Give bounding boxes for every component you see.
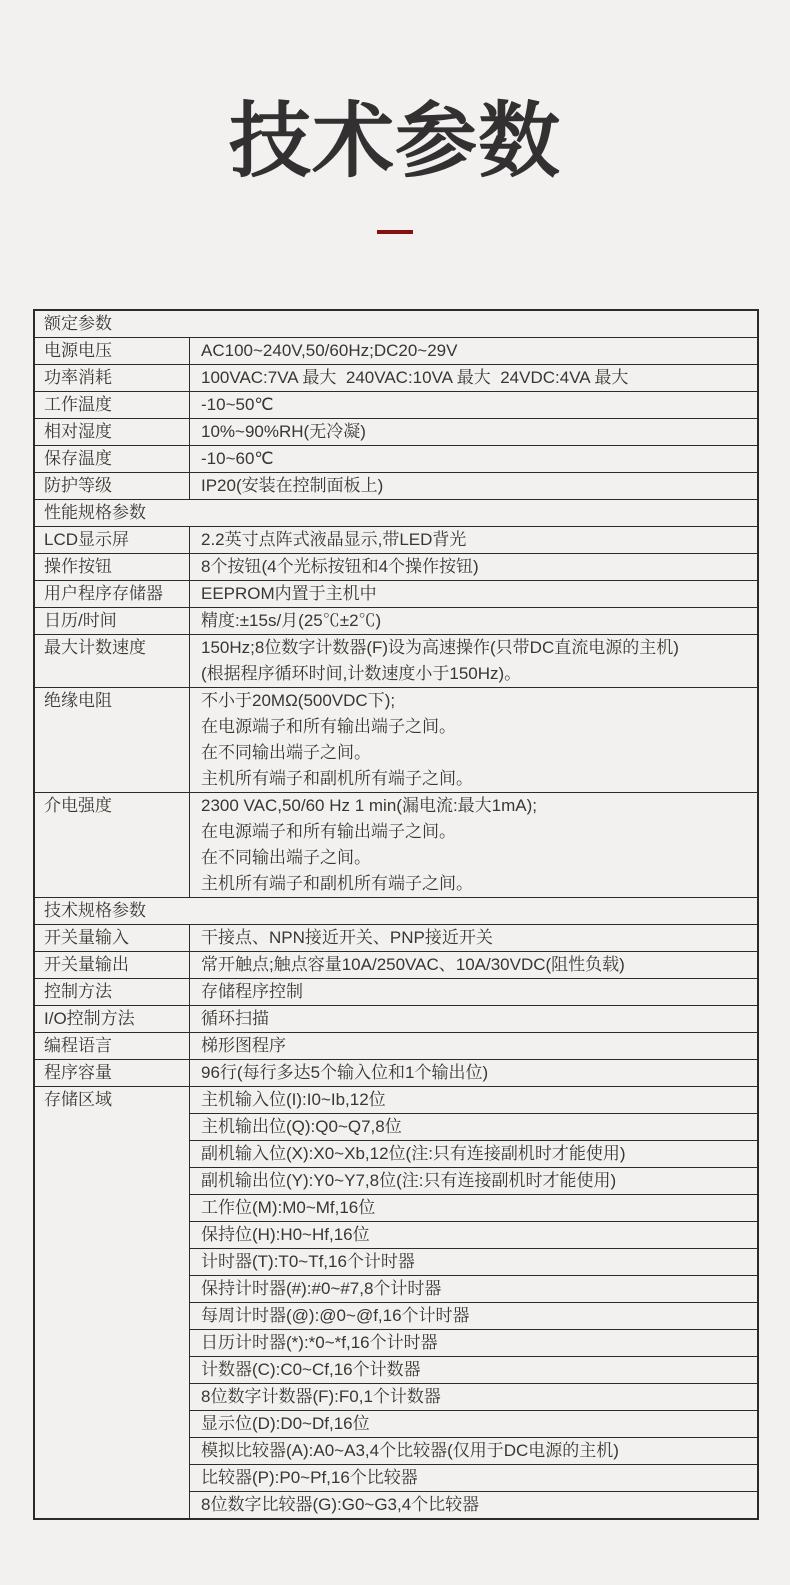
sub-row: 保持位(H):H0~Hf,16位 bbox=[190, 1222, 757, 1249]
row-value bbox=[190, 1006, 757, 1032]
value-line: (根据程序循环时间,计数速度小于150Hz)。 bbox=[201, 664, 522, 683]
row-value bbox=[190, 419, 757, 445]
table-row bbox=[35, 554, 757, 581]
sub-row: 显示位(D):D0~Df,16位 bbox=[190, 1411, 757, 1438]
row-value bbox=[190, 554, 757, 580]
value-line: -10~60℃ bbox=[201, 449, 274, 468]
row-label: LCD显示屏 bbox=[35, 527, 190, 553]
sub-row: 模拟比较器(A):A0~A3,4个比较器(仅用于DC电源的主机) bbox=[190, 1438, 757, 1465]
row-label: 用户程序存储器 bbox=[35, 581, 190, 607]
row-label: 存储区域 bbox=[35, 1087, 190, 1518]
table-section-row bbox=[35, 500, 757, 527]
row-value bbox=[190, 1033, 757, 1059]
sub-row: 主机输入位(I):I0~Ib,12位 bbox=[190, 1087, 757, 1114]
table-row bbox=[35, 1060, 757, 1087]
value-line: 150Hz;8位数字计数器(F)设为高速操作(只带DC直流电源的主机) bbox=[201, 638, 679, 657]
table-row bbox=[35, 1087, 757, 1518]
sub-row: 工作位(M):M0~Mf,16位 bbox=[190, 1195, 757, 1222]
section-title: 额定参数 bbox=[44, 314, 112, 333]
value-line: 不小于20MΩ(500VDC下); bbox=[201, 691, 396, 710]
table-row bbox=[35, 392, 757, 419]
table-row bbox=[35, 446, 757, 473]
value-line: IP20(安装在控制面板上) bbox=[201, 476, 384, 495]
value-line: 2300 VAC,50/60 Hz 1 min(漏电流:最大1mA); bbox=[201, 796, 538, 815]
row-label: 最大计数速度 bbox=[35, 635, 190, 687]
row-label: 介电强度 bbox=[35, 793, 190, 897]
table-row bbox=[35, 419, 757, 446]
table-row bbox=[35, 979, 757, 1006]
row-label: 保存温度 bbox=[35, 446, 190, 472]
sub-row: 计时器(T):T0~Tf,16个计时器 bbox=[190, 1249, 757, 1276]
row-label: 开关量输出 bbox=[35, 952, 190, 978]
row-value bbox=[190, 365, 757, 391]
table-row bbox=[35, 1006, 757, 1033]
row-label: 控制方法 bbox=[35, 979, 190, 1005]
value-line: 循环扫描 bbox=[201, 1009, 269, 1028]
title-accent-dash bbox=[377, 230, 413, 234]
row-label: 相对湿度 bbox=[35, 419, 190, 445]
row-value bbox=[190, 635, 757, 687]
value-line: 100VAC:7VA 最大 240VAC:10VA 最大 24VDC:4VA 最大 bbox=[201, 368, 629, 387]
row-value bbox=[190, 392, 757, 418]
row-value bbox=[190, 925, 757, 951]
value-line: 10%~90%RH(无冷凝) bbox=[201, 422, 366, 441]
page-title: 技术参数 bbox=[228, 96, 561, 187]
table-row bbox=[35, 365, 757, 392]
table-section-row bbox=[35, 311, 757, 338]
row-value bbox=[190, 608, 757, 634]
value-line: 主机所有端子和副机所有端子之间。 bbox=[201, 874, 473, 893]
sub-row: 比较器(P):P0~Pf,16个比较器 bbox=[190, 1465, 757, 1492]
table-row bbox=[35, 793, 757, 898]
value-line: 在电源端子和所有输出端子之间。 bbox=[201, 717, 456, 736]
row-label: 编程语言 bbox=[35, 1033, 190, 1059]
value-line: 在电源端子和所有输出端子之间。 bbox=[201, 822, 456, 841]
value-line: AC100~240V,50/60Hz;DC20~29V bbox=[201, 341, 458, 360]
row-value bbox=[190, 979, 757, 1005]
value-line: 2.2英寸点阵式液晶显示,带LED背光 bbox=[201, 530, 467, 549]
value-line: 96行(每行多达5个输入位和1个输出位) bbox=[201, 1063, 489, 1082]
row-label: 防护等级 bbox=[35, 473, 190, 499]
sub-row: 保持计时器(#):#0~#7,8个计时器 bbox=[190, 1276, 757, 1303]
row-label: 功率消耗 bbox=[35, 365, 190, 391]
value-line: 梯形图程序 bbox=[201, 1036, 286, 1055]
value-line: 在不同输出端子之间。 bbox=[201, 848, 371, 867]
row-value bbox=[190, 581, 757, 607]
row-value-group bbox=[190, 1087, 757, 1518]
table-row bbox=[35, 473, 757, 500]
row-label: 绝缘电阻 bbox=[35, 688, 190, 792]
table-row bbox=[35, 925, 757, 952]
row-value bbox=[190, 688, 757, 792]
value-line: 主机所有端子和副机所有端子之间。 bbox=[201, 769, 473, 788]
table-row bbox=[35, 581, 757, 608]
table-row bbox=[35, 952, 757, 979]
sub-row: 主机输出位(Q):Q0~Q7,8位 bbox=[190, 1114, 757, 1141]
row-label: 操作按钮 bbox=[35, 554, 190, 580]
row-value bbox=[190, 446, 757, 472]
row-value bbox=[190, 952, 757, 978]
value-line: EEPROM内置于主机中 bbox=[201, 584, 377, 603]
table-section-row bbox=[35, 898, 757, 925]
sub-row: 8位数字计数器(F):F0,1个计数器 bbox=[190, 1384, 757, 1411]
row-value bbox=[190, 793, 757, 897]
sub-row: 副机输出位(Y):Y0~Y7,8位(注:只有连接副机时才能使用) bbox=[190, 1168, 757, 1195]
row-label: 程序容量 bbox=[35, 1060, 190, 1086]
row-label: 工作温度 bbox=[35, 392, 190, 418]
row-value bbox=[190, 1060, 757, 1086]
sub-row: 每周计时器(@):@0~@f,16个计时器 bbox=[190, 1303, 757, 1330]
value-line: 存储程序控制 bbox=[201, 982, 303, 1001]
value-line: 8个按钮(4个光标按钮和4个操作按钮) bbox=[201, 557, 479, 576]
table-row bbox=[35, 635, 757, 688]
sub-row: 8位数字比较器(G):G0~G3,4个比较器 bbox=[201, 1495, 480, 1514]
row-value bbox=[190, 338, 757, 364]
sub-row: 计数器(C):C0~Cf,16个计数器 bbox=[190, 1357, 757, 1384]
value-line: 干接点、NPN接近开关、PNP接近开关 bbox=[201, 928, 493, 947]
table-row bbox=[35, 688, 757, 793]
value-line: 精度:±15s/月(25℃±2℃) bbox=[201, 611, 382, 630]
table-row bbox=[35, 1033, 757, 1060]
sub-row: 日历计时器(*):*0~*f,16个计时器 bbox=[190, 1330, 757, 1357]
spec-table bbox=[33, 309, 759, 1520]
row-value bbox=[190, 473, 757, 499]
table-row bbox=[35, 338, 757, 365]
row-label: I/O控制方法 bbox=[35, 1006, 190, 1032]
table-row bbox=[35, 608, 757, 635]
row-label: 电源电压 bbox=[35, 338, 190, 364]
row-label: 开关量输入 bbox=[35, 925, 190, 951]
sub-row: 副机输入位(X):X0~Xb,12位(注:只有连接副机时才能使用) bbox=[190, 1141, 757, 1168]
section-title: 技术规格参数 bbox=[44, 901, 146, 920]
section-title: 性能规格参数 bbox=[44, 503, 146, 522]
value-line: -10~50℃ bbox=[201, 395, 274, 414]
row-value bbox=[190, 527, 757, 553]
value-line: 常开触点;触点容量10A/250VAC、10A/30VDC(阻性负载) bbox=[201, 955, 625, 974]
value-line: 在不同输出端子之间。 bbox=[201, 743, 371, 762]
row-label: 日历/时间 bbox=[35, 608, 190, 634]
table-row bbox=[35, 527, 757, 554]
